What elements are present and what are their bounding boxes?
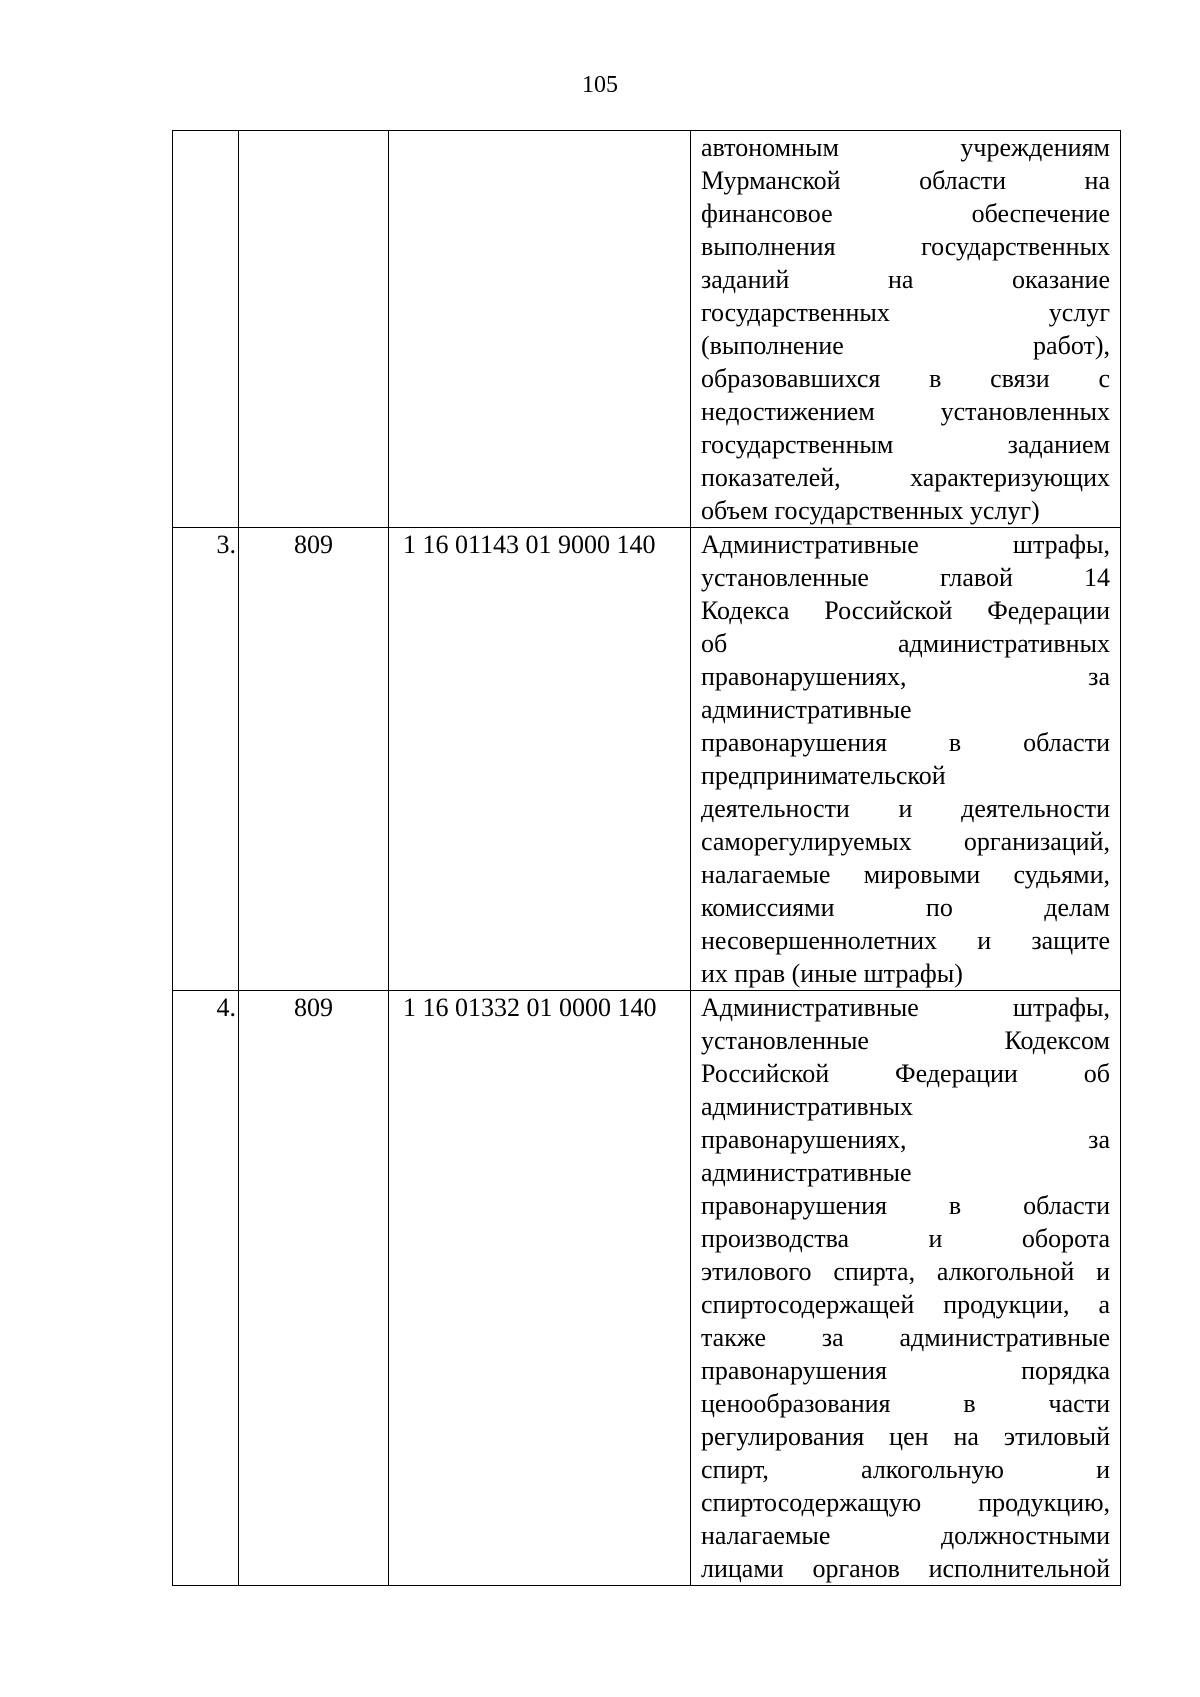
description-line: налагаемые мировыми судьями, bbox=[701, 860, 1110, 889]
description-line: об административных bbox=[701, 629, 1110, 658]
description-line: правонарушениях, за bbox=[701, 662, 1110, 691]
description-line: саморегулируемых организаций, bbox=[701, 827, 1110, 856]
description-line: несовершеннолетних и защите bbox=[701, 926, 1110, 955]
admin-code: 809 bbox=[239, 991, 389, 1586]
description-line: налагаемые должностными bbox=[701, 1521, 1110, 1550]
description-line: показателей, характеризующих bbox=[701, 463, 1110, 492]
table-row bbox=[173, 131, 1121, 528]
description-line: правонарушения в области bbox=[701, 1191, 1110, 1220]
row-number: 4. bbox=[173, 991, 239, 1586]
description-line: финансовое обеспечение bbox=[701, 199, 1110, 228]
description-line: объем государственных услуг) bbox=[701, 496, 1040, 525]
table-row bbox=[173, 528, 1121, 991]
description-line: предпринимательской bbox=[701, 761, 946, 790]
kbk-code bbox=[389, 131, 691, 528]
description-line: административных bbox=[701, 1092, 913, 1121]
kbk-code: 1 16 01332 01 0000 140 bbox=[389, 991, 691, 1586]
admin-code: 809 bbox=[239, 528, 389, 991]
description-line: Мурманской области на bbox=[701, 166, 1110, 195]
description-line: регулирования цен на этиловый bbox=[701, 1422, 1110, 1451]
description-line: также за административные bbox=[701, 1323, 1110, 1352]
description-line: Российской Федерации об bbox=[701, 1059, 1110, 1088]
admin-code bbox=[239, 131, 389, 528]
description-line: правонарушениях, за bbox=[701, 1125, 1110, 1154]
description-line: комиссиями по делам bbox=[701, 893, 1110, 922]
description bbox=[691, 528, 1121, 991]
description-line: недостижением установленных bbox=[701, 397, 1110, 426]
description-line: автономным учреждениям bbox=[701, 133, 1110, 162]
table-row bbox=[173, 991, 1121, 1586]
description-line: лицами органов исполнительной bbox=[701, 1554, 1110, 1583]
description bbox=[691, 991, 1121, 1586]
description-line: ценообразования в части bbox=[701, 1389, 1110, 1418]
row-number: 3. bbox=[173, 528, 239, 991]
description-line: спиртосодержащую продукцию, bbox=[701, 1488, 1110, 1517]
description-line: правонарушения порядка bbox=[701, 1356, 1110, 1385]
document-table bbox=[172, 130, 1121, 1586]
page-number: 105 bbox=[582, 72, 618, 98]
description-line: их прав (иные штрафы) bbox=[701, 959, 963, 988]
description-line: административные bbox=[701, 1158, 912, 1187]
description-line: выполнения государственных bbox=[701, 232, 1110, 261]
description-line: образовавшихся в связи с bbox=[701, 364, 1110, 393]
kbk-code: 1 16 01143 01 9000 140 bbox=[389, 528, 691, 991]
description-line: спиртосодержащей продукции, а bbox=[701, 1290, 1110, 1319]
description-line: Административные штрафы, bbox=[701, 993, 1110, 1022]
description-line: установленные главой 14 bbox=[701, 563, 1110, 592]
description-line: Административные штрафы, bbox=[701, 530, 1110, 559]
description-line: государственным заданием bbox=[701, 430, 1110, 459]
description-line: производства и оборота bbox=[701, 1224, 1110, 1253]
description-line: административные bbox=[701, 695, 912, 724]
row-number bbox=[173, 131, 239, 528]
description-line: Кодекса Российской Федерации bbox=[701, 596, 1110, 625]
description-line: (выполнение работ), bbox=[701, 331, 1110, 360]
description-line: правонарушения в области bbox=[701, 728, 1110, 757]
description bbox=[691, 131, 1121, 528]
description-line: деятельности и деятельности bbox=[701, 794, 1110, 823]
description-line: этилового спирта, алкогольной и bbox=[701, 1257, 1110, 1286]
description-line: государственных услуг bbox=[701, 298, 1110, 327]
description-line: установленные Кодексом bbox=[701, 1026, 1110, 1055]
description-line: спирт, алкогольную и bbox=[701, 1455, 1110, 1484]
description-line: заданий на оказание bbox=[701, 265, 1110, 294]
